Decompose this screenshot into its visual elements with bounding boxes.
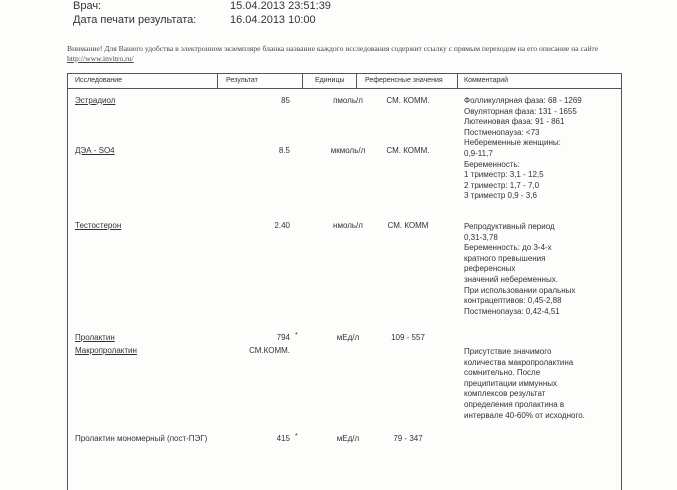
test-ref: СМ. КОММ. (386, 146, 430, 155)
test-name-link[interactable]: Тестостерон (75, 221, 122, 230)
results-table (67, 73, 622, 490)
test-result: 8.5 (278, 146, 290, 155)
notice-text: Внимание! Для Вашего удобства в электронном экземпляре бланка название каждого исследования содержит ссылку с прямым переходом на его описание на сайте (67, 44, 599, 53)
comment-estradiol: Фолликулярная фаза: 68 - 1269 Овуляторная фаза: 131 - 1655 Лютеиновая фаза: 91 - 861 Постменопауза: <73 (464, 96, 582, 137)
test-result: 794 (276, 333, 290, 342)
test-result: 85 (281, 96, 290, 105)
test-result: 415 (276, 434, 290, 443)
test-ref: 79 - 347 (393, 434, 423, 443)
header-ref: Референсные значения (365, 77, 443, 84)
print-date-value: 16.04.2013 10:00 (230, 14, 316, 26)
test-ref: 109 - 557 (391, 333, 425, 342)
test-name-link[interactable]: ДЭА - SO4 (75, 146, 115, 155)
test-unit: пмоль/л (333, 96, 363, 105)
header-test: Исследование (75, 77, 123, 84)
notice (67, 44, 607, 64)
notice-link[interactable]: http://www.invitro.ru/ (67, 54, 134, 63)
test-name: Пролактин мономерный (пост-ПЭГ) (75, 434, 208, 443)
comment-testosterone: Репродуктивный период 0,31-3,78 Беременность: до 3-4-х кратного превышения референсных значений небеременных. При использовании оральных контрацептивов: 0,45-2,88 Постменопауза: 0,42-4,51 (464, 222, 576, 316)
test-unit: мкмоль/л (330, 146, 366, 155)
test-result: СМ.КОММ. (249, 346, 290, 355)
test-name-link[interactable]: Макропролактин (75, 346, 137, 355)
table-header (68, 74, 621, 89)
abnormal-flag: * (295, 433, 298, 440)
header-unit: Единицы (315, 77, 345, 84)
test-name-link[interactable]: Эстрадиол (75, 96, 116, 105)
comment-macroprolactin: Присутствие значимого количества макропролактина сомнительно. После преципитации иммунных комплексов результат определения пролактина в интервале 40-60% от исходного. (464, 347, 585, 420)
test-ref: СМ. КОММ. (386, 96, 430, 105)
test-unit: мЕд/л (336, 434, 360, 443)
test-name-link[interactable]: Пролактин (75, 333, 115, 342)
header-result: Результат (226, 77, 258, 84)
header-comment: Комментарий (464, 77, 509, 84)
doctor-value: 15.04.2013 23:51:39 (230, 0, 331, 12)
abnormal-flag: * (295, 332, 298, 339)
test-unit: мЕд/л (336, 333, 360, 342)
doctor-label: Врач: (73, 0, 102, 12)
test-ref: СМ. КОММ (387, 221, 429, 230)
print-date-label: Дата печати результата: (73, 14, 197, 26)
comment-dhea: Небеременные женщины: 0,9-11,7 Беременность: 1 триместр: 3,1 - 12,5 2 триместр: 1,7 - 7,0 3 триместр 0,9 - 3,6 (464, 138, 561, 201)
test-unit: нмоль/л (333, 221, 363, 230)
test-result: 2.40 (274, 221, 290, 230)
